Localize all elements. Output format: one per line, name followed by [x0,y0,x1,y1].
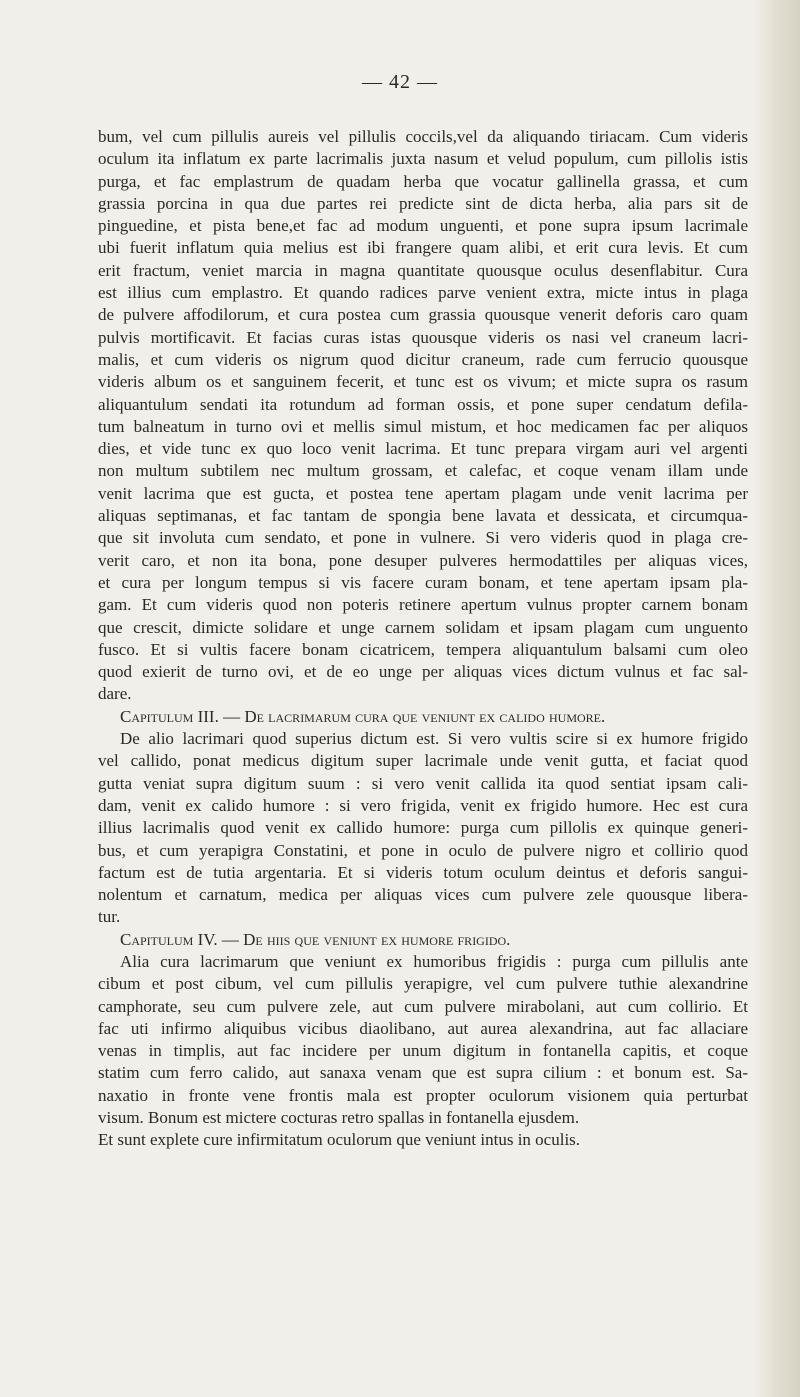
text-line: videris album os et sanguinem fecerit, et tunc est os vivum; et micte supra os rasum [98,372,748,392]
text-line: dare. [98,684,132,704]
text-line: Alia cura lacrimarum que veniunt ex humoribus frigidis : purga cum pillulis ante [120,951,748,971]
text-line: factum est de tutia argentaria. Et si videris totum oculum deintus et deforis sangui- [98,862,748,882]
text-line: grassia porcina in qua due partes rei predicte sint de dicta herba, alia pars sit de [98,193,748,213]
chapter-4-label: Capitulum IV. [120,929,218,949]
text-line: bus, et cum yerapigra Constatini, et pone in oculo de pulvere nigro et collirio quod [98,840,748,860]
text-line: venas in timplis, aut fac incidere per unum digitum in fontanella capitis, et coque [98,1041,748,1061]
chapter-4-heading [98,929,748,951]
text-line: fac uti infirmo aliquibus vicibus diaolibano, aut aurea alexandrina, aut fac allaciare [98,1018,748,1038]
chapter-3-dash: — [223,706,241,726]
text-line: tum balneatum in turno ovi et mellis simul mistum, et hoc medicamen fac per aliquos [98,416,748,436]
text-line: purga, et fac emplastrum de quadam herba que vocatur gallinella grassa, et cum [98,171,748,191]
text-line: naxatio in fronte vene frontis mala est propter oculorum visionem quia perturbat [98,1085,748,1105]
text-line: verit caro, et non ita bona, pone desuper pulveres hermodattiles per aliquas vices, [98,550,748,570]
text-line: bum, vel cum pillulis aureis vel pillulis coccils,vel da aliquando tiriacam. Cum videris [98,127,748,146]
text-line: de pulvere affodilorum, et cura postea cum grassia quousque venerit deforis caro quam [98,305,748,325]
text-line: dies, et vide tunc ex quo loco venit lacrima. Et tunc prepara virgam auri vel argenti [98,439,748,459]
chapter-3-title: De lacrimarum cura que veniunt ex calido humore. [244,706,606,726]
text-line: pinguedine, et pista bene,et fac ad modum unguenti, et pone supra ipsum lacrimale [98,216,748,236]
page-edge-shadow [754,0,800,1397]
text-line: gutta veniat supra digitum suum : si vero venit callida ita quod sentiat ipsam cali- [98,773,748,793]
text-line: est illius cum emplastro. Et quando radices parve venient extra, micte intus in plaga [98,283,748,303]
text-line: visum. Bonum est mictere cocturas retro spallas in fontanella ejusdem. [98,1108,580,1128]
text-line: malis, et cum videris os nigrum quod dicitur craneum, rade cum ferrucio quousque [98,349,748,369]
chapter-4-dash: — [221,929,239,949]
chapter-3-heading [98,706,748,728]
text-line: statim cum ferro calido, aut sanaxa venam que est supra cilium : et bonum est. Sa- [98,1063,748,1083]
text-line: tur. [98,907,121,927]
text-line: que crescit, dimicte solidare et unge carnem solidam et ipsam plagam cum unguento [98,617,748,637]
text-line: fusco. Et si vultis facere bonam cicatricem, tempera aliquantulum balsami cum oleo [98,639,748,659]
text-line: dam, venit ex calido humore : si vero frigida, venit ex frigido humore. Hec est cura [98,795,748,815]
page-number: — 42 — [362,71,438,93]
text-line: et cura per longum tempus si vis facere curam bonam, et tene apertam ipsam pla- [98,572,748,592]
text-line: erit fractum, veniet marcia in magna quantitate quousque oculus desenflabitur. Cura [98,260,748,280]
text-line: illius lacrimalis quod venit ex callido humore: purga cum pillolis ex quinque generi- [98,818,748,838]
text-line: Et sunt explete cure infirmitatum oculorum que veniunt intus in oculis. [98,1130,581,1150]
text-line: De alio lacrimari quod superius dictum est. Si vero vultis scire si ex humore frigido [120,729,748,749]
text-line: aliquas septimanas, et fac tantam de spongia bene lavata et dessicata, et circumqua- [98,506,748,526]
text-line: quod exierit de turno ovi, et de eo unge per aliquas vices dictum vulnus et fac sal- [98,662,748,682]
chapter-3-label: Capitulum III. [120,706,219,726]
text-line: cibum et post cibum, vel cum pillulis yerapigre, vel cum pulvere tuthie alexandrine [98,974,748,994]
text-line: venit lacrima que est gucta, et postea tene apertam plagam unde venit lacrima per [98,483,748,503]
chapter-4-title: De hiis que veniunt ex humore frigido. [243,929,511,949]
text-line: que sit involuta cum sendato, et pone in vulnere. Si vero videris quod in plaga cre- [98,528,748,548]
text-line: pulvis mortificavit. Et facias curas istas quousque videris os nasi vel craneum lacri- [98,327,748,347]
text-line: ubi fuerit inflatum quia melius est ibi frangere quam alibi, et erit cura levis. Et cum [98,238,748,258]
text-line: vel callido, ponat medicus digitum super lacrimale unde venit gutta, et faciat quod [98,751,748,771]
text-line: oculum ita inflatum ex parte lacrimalis juxta nasum et velud populum, cum pillolis istis [98,149,748,169]
text-line: nolentum et carnatum, medica per aliquas vices cum pulvere zele quousque libera- [98,885,748,905]
text-line: non multum subtilem nec multum grossam, et calefac, et coque venam illam unde [98,461,748,481]
text-line: camphorate, seu cum pulvere zele, aut cum pulvere mirabolani, aut cum collirio. Et [98,996,748,1016]
text-line: aliquantulum sendati ita rotundum ad forman ossis, et pone super cendatum defila- [98,394,748,414]
text-line: gam. Et cum videris quod non poteris retinere apertum vulnus propter carnem bonam [98,595,748,615]
body-text [98,126,748,1152]
